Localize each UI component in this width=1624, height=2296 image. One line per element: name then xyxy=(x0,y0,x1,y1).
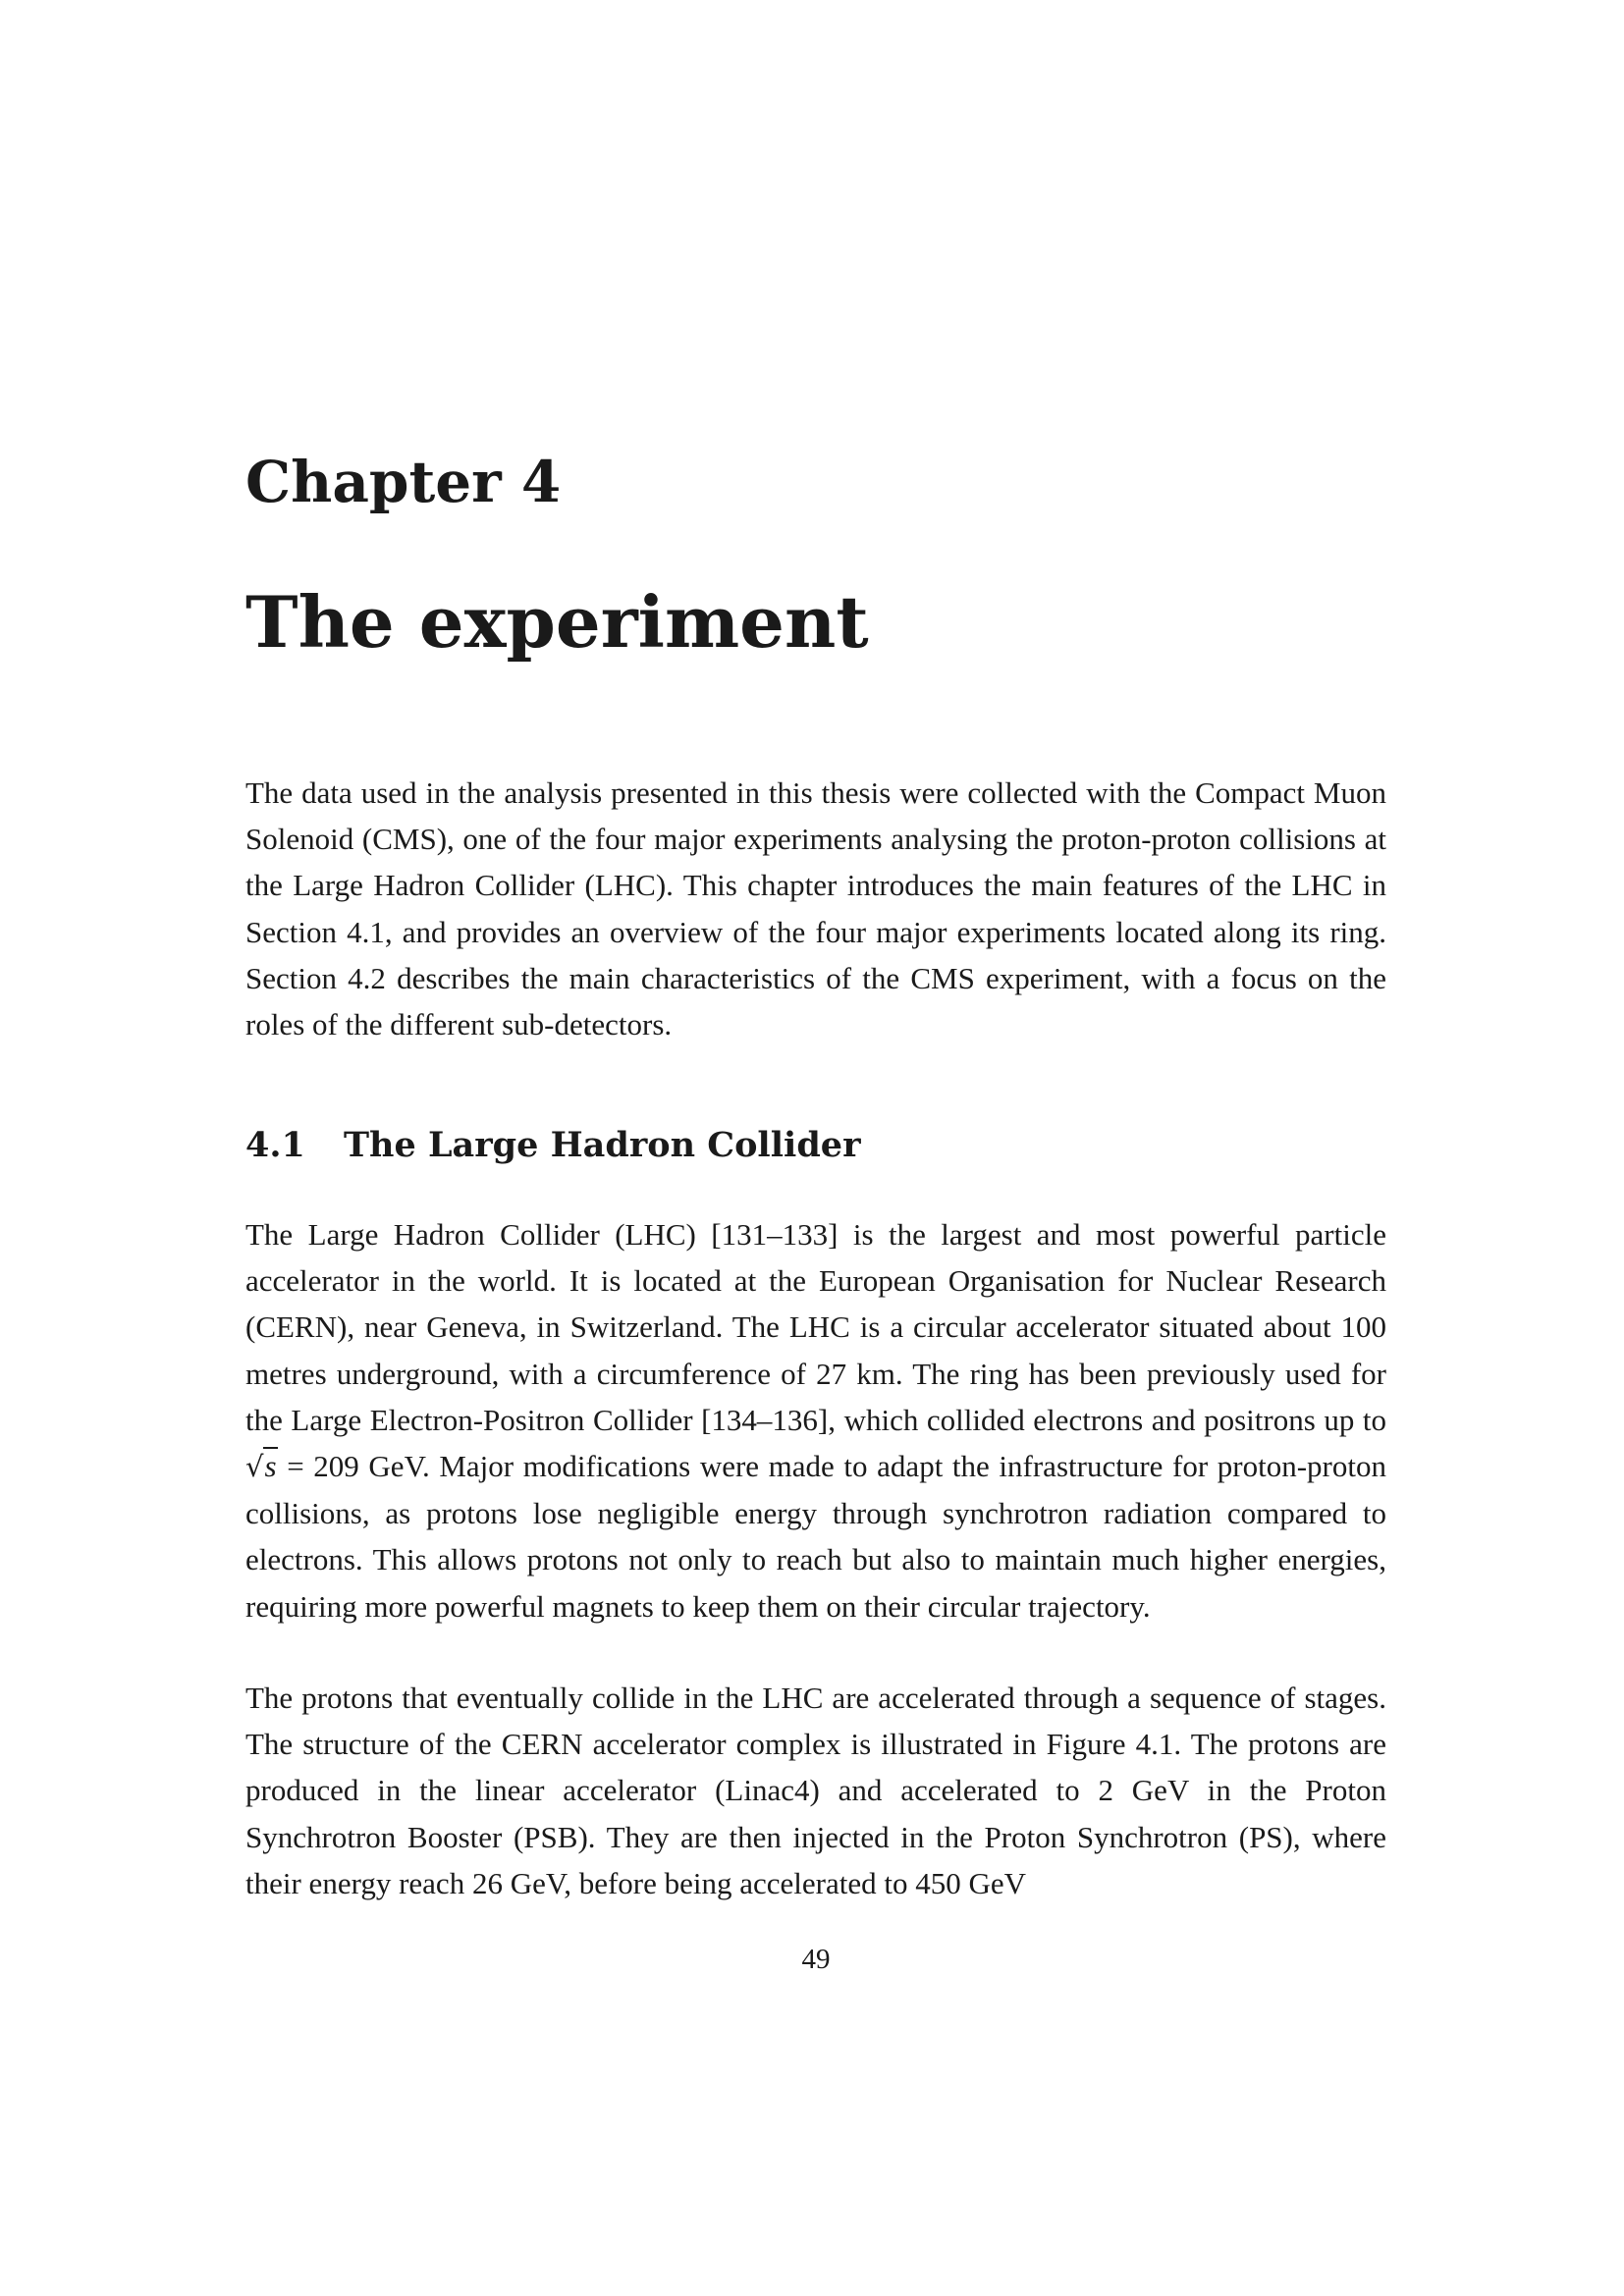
paragraph-text-before-math: The Large Hadron Collider (LHC) [131–133] is the largest and most powerful particle accelerator in the world. It is located at the European Organisation for Nuclear Research (CERN), near Geneva, in Switzerland. The LHC is a circular accelerator situated about 100 metres underground, with a circumference of 27 km. The ring has been previously used for the Large Electron-Positron Collider [134–136], which collided electrons and positrons up to xyxy=(245,1217,1386,1437)
section-title: The Large Hadron Collider xyxy=(344,1125,861,1165)
radical-sign: √ xyxy=(245,1450,264,1484)
intro-paragraph: The data used in the analysis presented in this thesis were collected with the Compact Muon Solenoid (CMS), one of the four major experiments analysing the proton-proton collisions at the Large Hadron Collider (LHC). This chapter introduces the main features of the LHC in Section 4.1, and provides an overview of the four major experiments located along its ring. Section 4.2 describes the main characteristics of the CMS experiment, with a focus on the roles of the different sub-detectors. xyxy=(245,775,1386,1042)
paragraph-text-after-math: Major modifications were made to adapt the infrastructure for proton-proton collisions, as protons lose negligible energy through synchrotron radiation compared to electrons. This allows protons not only to reach but also to maintain much higher energies, requiring more powerful magnets to keep them on their circular trajectory. xyxy=(245,1449,1386,1624)
section-number: 4.1 xyxy=(245,1125,305,1165)
page-number: 49 xyxy=(801,1944,831,1975)
chapter-title: The experiment xyxy=(245,580,869,664)
sqrt-s-expression xyxy=(245,1449,430,1483)
section-heading xyxy=(245,1125,861,1165)
lhc-paragraph-2: The protons that eventually collide in the LHC are accelerated through a sequence of stages. The structure of the CERN accelerator complex is illustrated in Figure 4.1. The protons are produced in the linear accelerator (Linac4) and accelerated to 2 GeV in the Proton Synchrotron Booster (PSB). They are then injected in the Proton Synchrotron (PS), where their energy reach 26 GeV, before being accelerated to 450 GeV xyxy=(245,1681,1386,1900)
radical-argument: s xyxy=(264,1449,277,1484)
lhc-paragraph-1 xyxy=(245,1211,1386,1629)
chapter-label: Chapter 4 xyxy=(245,449,562,515)
energy-value: = 209 GeV. xyxy=(287,1449,430,1484)
